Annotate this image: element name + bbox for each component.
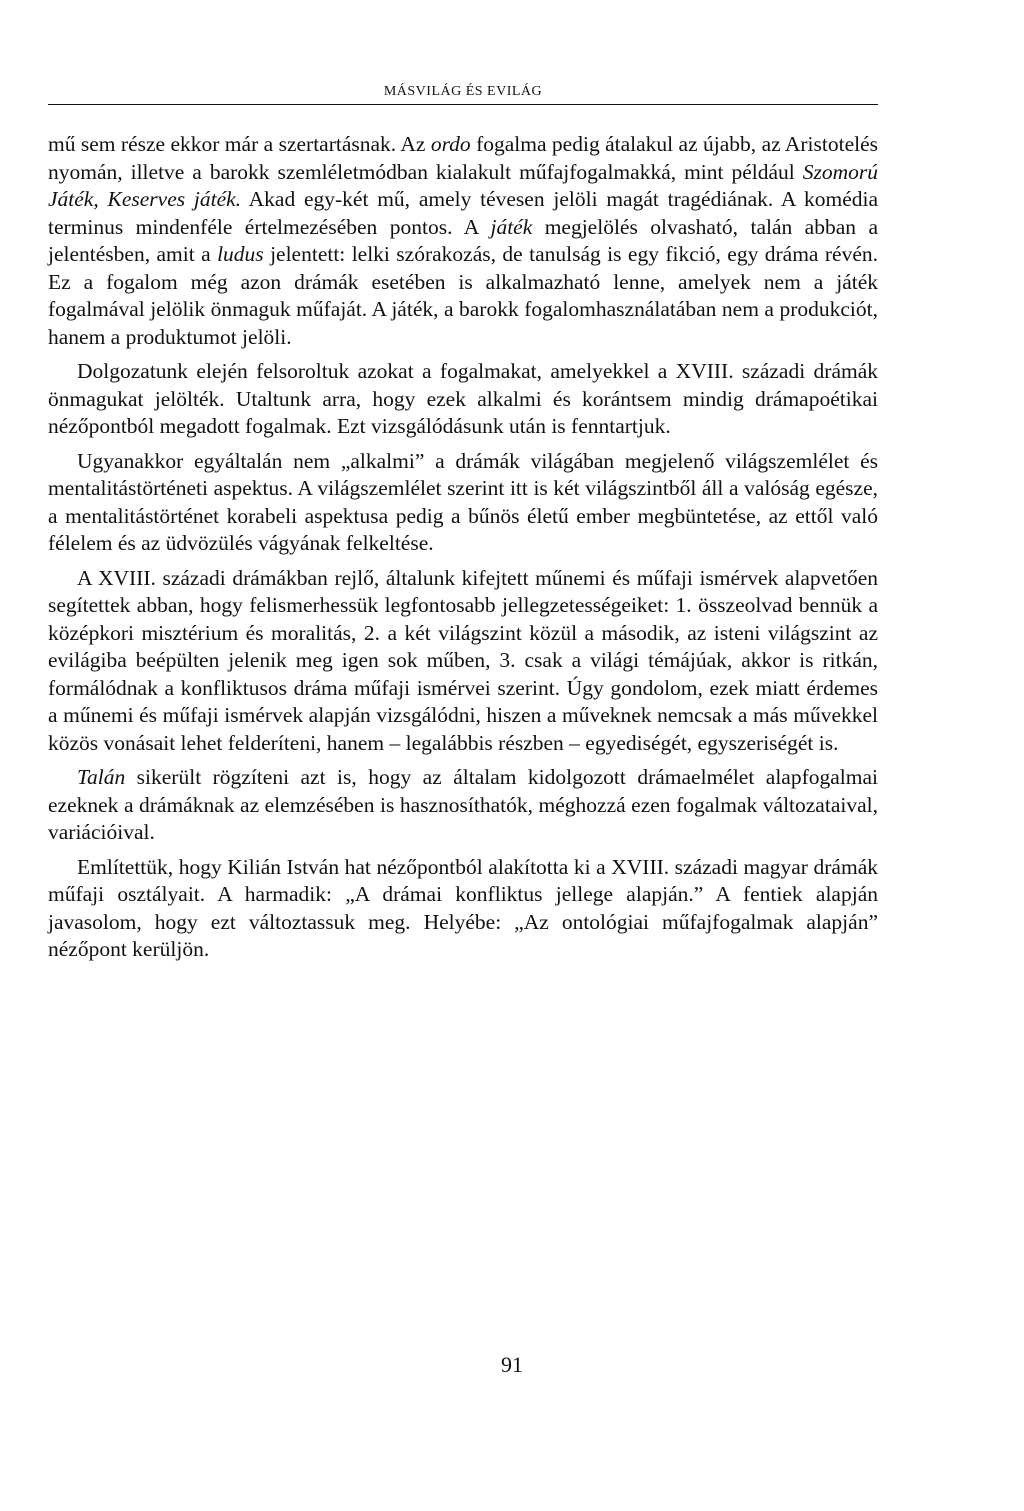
text-run: A XVIII. századi drámákban rejlő, általunk kifejtett műnemi és műfaji ismérvek alapvetően segítettek abban, hogy felismerhessük legfontosabb jellegzetességeiket: 1. összeolvad bennük a középkori misztérium és moralitás, 2. a két világszint közül a második, az isteni világszint az evilágiba beépülten jelenik meg igen sok műben, 3. csak a világi témájúak, akkor is ritkán, formálódnak a konfliktusos dráma műfaji ismérvei szerint. Úgy gondolom, ezek miatt érdemes a műnemi és műfaji ismérvek alapján vizsgálódni, hiszen a műveknek nemcsak a más művekkel közös vonásait lehet felderíteni, hanem – legalábbis részben – egyediségét, egyszeriségét is. xyxy=(48,565,878,755)
text-run: mű sem része ekkor már a szertartásnak. Az xyxy=(48,132,431,156)
text-run: Említettük, hogy Kilián István hat nézőpontból alakította ki a XVIII. századi magyar drámák műfaji osztályait. A harmadik: „A drámai konfliktus jellege alapján.” A fentiek alapján javasolom, hogy ezt változtassuk meg. Helyébe: „Az ontológiai műfajfogalmak alapján” nézőpont kerüljön. xyxy=(48,854,878,961)
text-run: fogalma pedig átalakul az újabb, az Aristotelés nyomán, illetve a barokk szemléletmódban kialakult műfajfogalmakká, mint például xyxy=(48,132,879,184)
italic-term: játék xyxy=(490,214,533,239)
paragraph xyxy=(48,565,878,758)
running-head: MÁSVILÁG ÉS EVILÁG xyxy=(48,84,878,105)
text-run: megjelölés olvasható, talán abban a jelentésben, amit a xyxy=(48,214,878,266)
text-run: Dolgozatunk elején felsoroltuk azokat a fogalmakat, amelyekkel a XVIII. századi drámák önmagukat jelölték. Utaltunk arra, hogy ezek alkalmi és korántsem mindig drámapoétikai nézőpontból megadott fogalmak. Ezt vizsgálódásunk után is fenntartjuk. xyxy=(48,359,878,438)
body-text xyxy=(48,131,878,964)
book-page xyxy=(48,84,878,971)
paragraph xyxy=(48,764,878,847)
text-run: Akad egy-két mű, amely tévesen jelöli magát tragédiának. A komédia terminus mindenféle értelmezésében pontos. A xyxy=(48,187,878,239)
text-run: Ugyanakkor egyáltalán nem „alkalmi” a drámák világában megjelenő világszemlélet és mentalitástörténeti aspektus. A világszemlélet szerint itt is két világszintből áll a valóság egésze, a mentalitástörténet korabeli aspektusa pedig a bűnös életű ember megbüntetése, az ettől való félelem és az üdvözülés vágyának felkeltése. xyxy=(48,448,878,555)
italic-term: ordo xyxy=(430,132,471,156)
text-run: sikerült rögzíteni azt is, hogy az általam kidolgozott drámaelmélet alapfogalmai ezeknek a drámáknak az elemzésében is hasznosíthatók, méghozzá ezen fogalmak változataival, variációival. xyxy=(48,765,878,844)
paragraph xyxy=(48,448,878,558)
paragraph xyxy=(48,854,878,964)
italic-word: Talán xyxy=(77,765,126,789)
italic-term: ludus xyxy=(217,242,264,266)
paragraph xyxy=(48,358,878,441)
page-number: 91 xyxy=(501,1352,523,1377)
paragraph xyxy=(48,131,878,351)
text-run: jelentett: lelki szórakozás, de tanulság is egy fikció, egy dráma révén. Ez a fogalom még azon drámák esetében is alkalmazható lenne, amelyek nem a játék fogalmával jelölik önmaguk műfaját. A játék, a barokk fogalomhasználatában nem a produkciót, hanem a produktumot jelöli. xyxy=(48,242,878,349)
italic-title: Szomorú Játék, Keserves játék. xyxy=(48,159,878,211)
